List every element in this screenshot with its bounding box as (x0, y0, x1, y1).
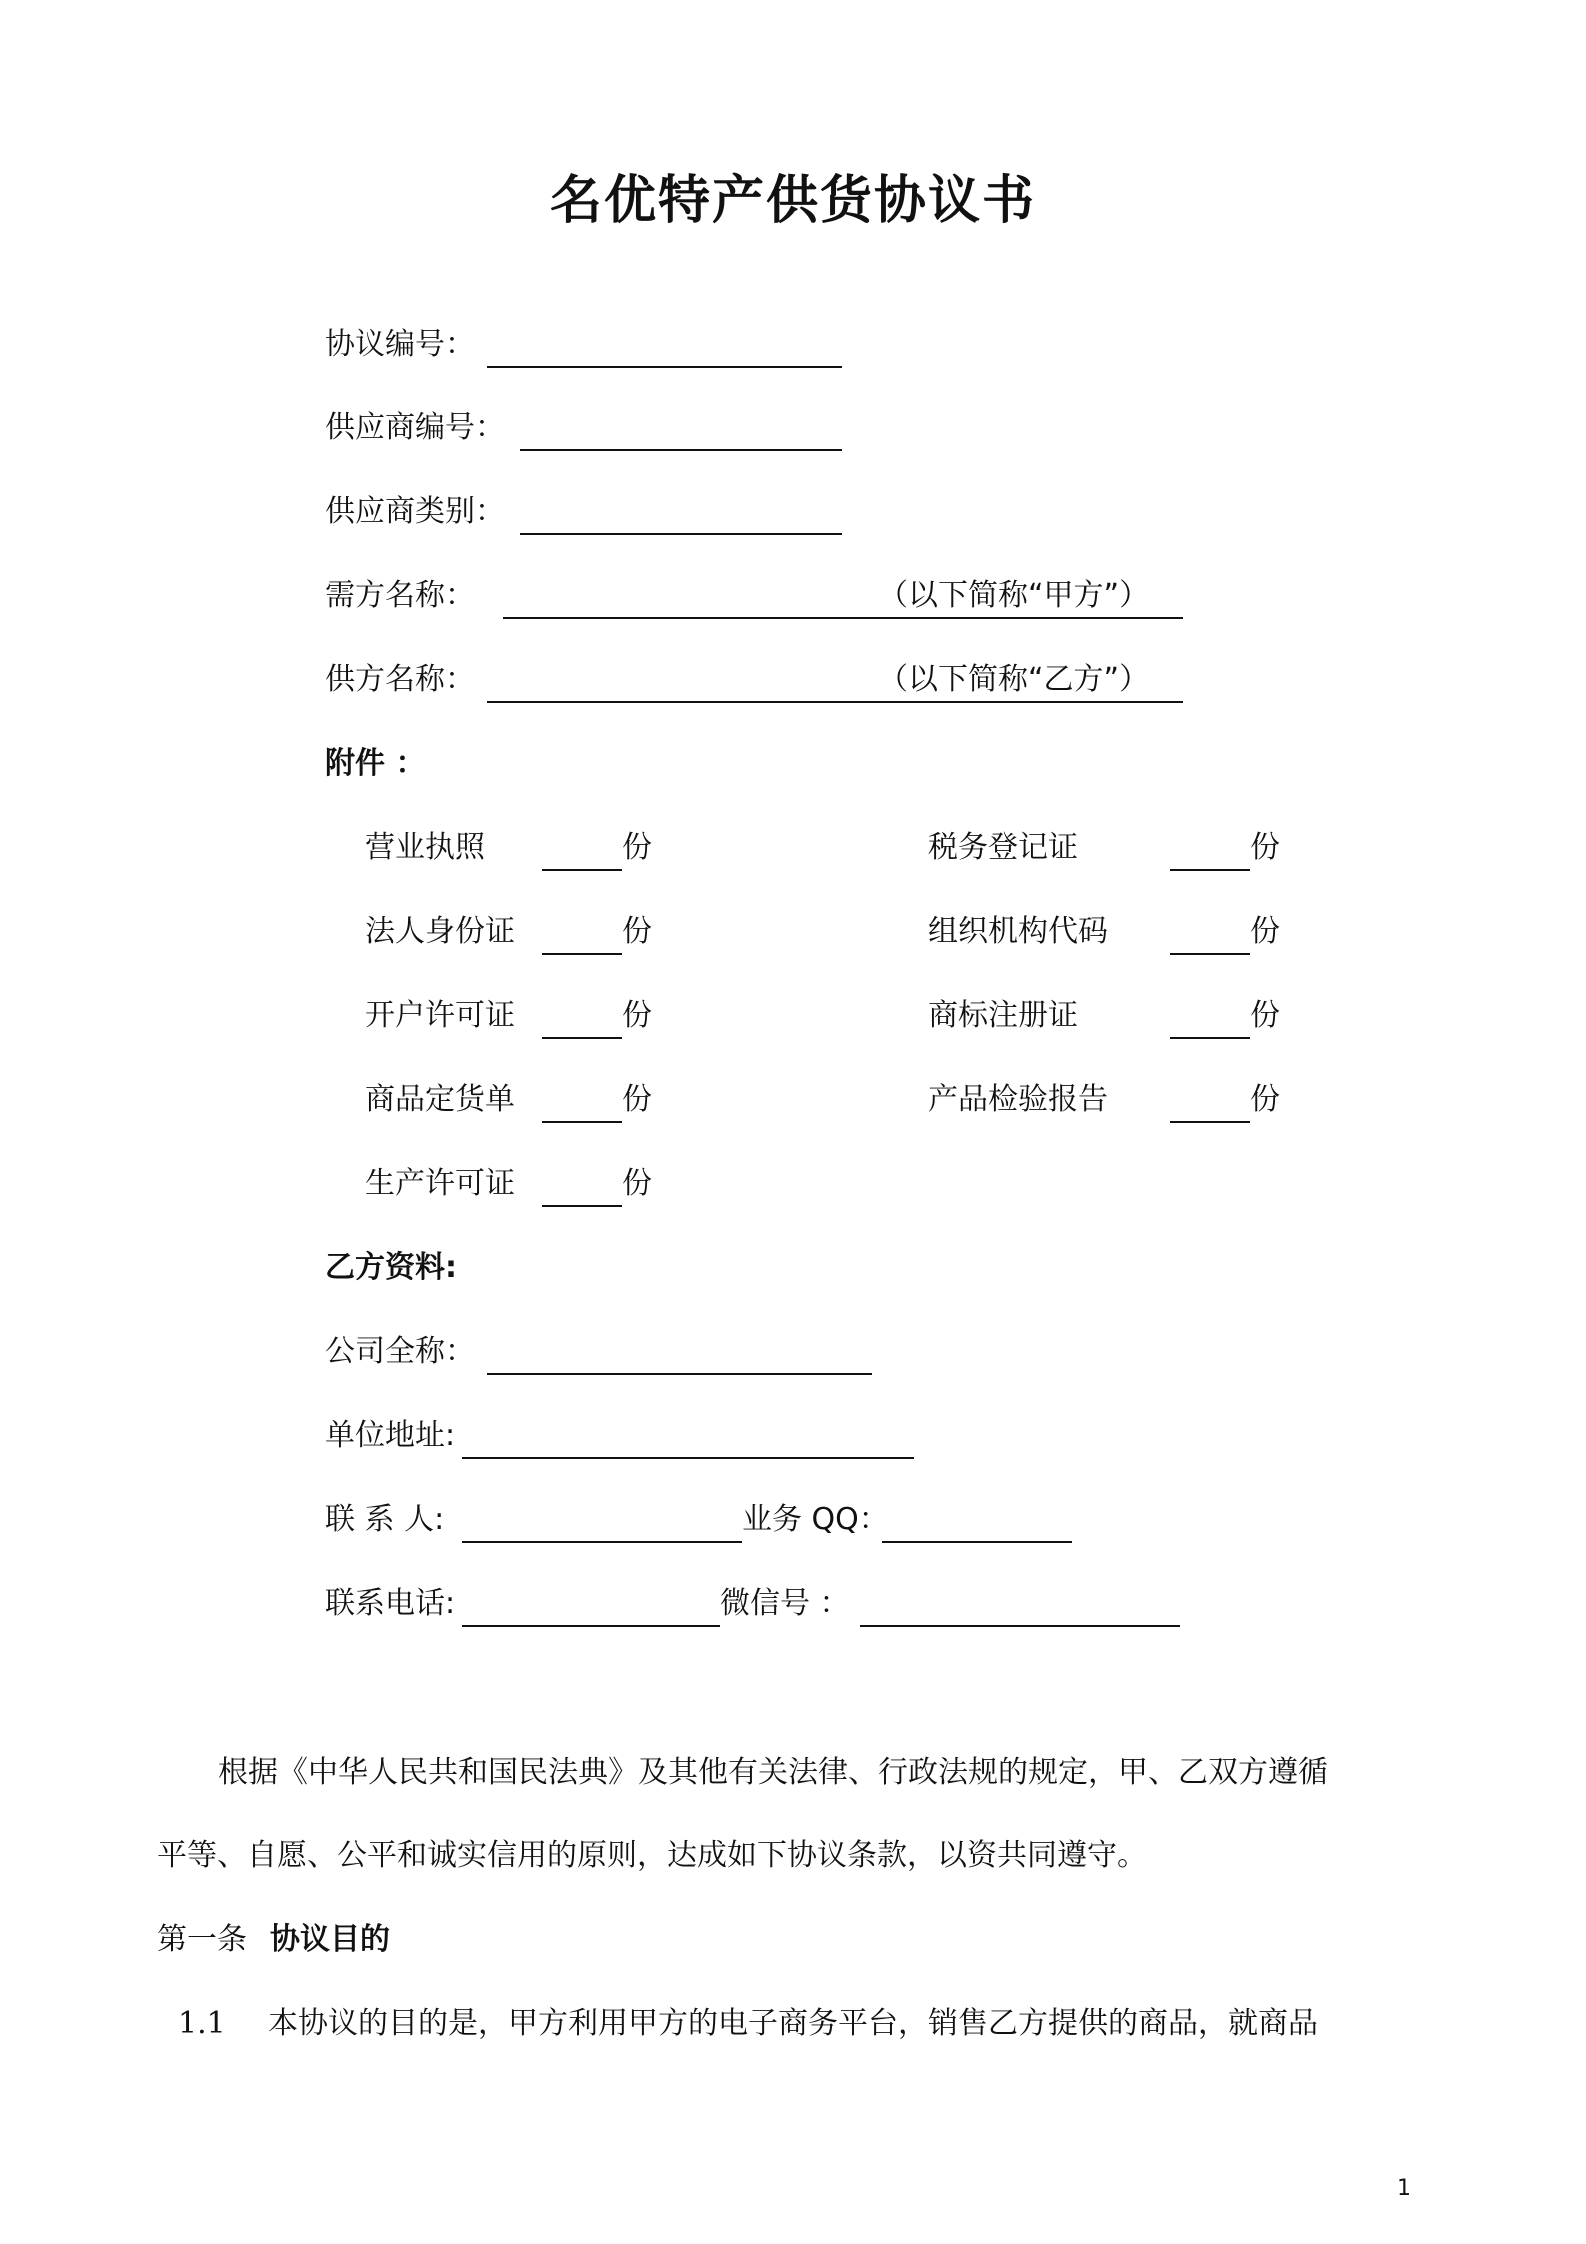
wechat-label: 微信号 ： (720, 1586, 850, 1621)
attachment-label: 法人身份证 (365, 914, 515, 949)
attachment-count-blank[interactable] (1170, 869, 1250, 871)
clause-number: 1.1 (178, 2006, 226, 2041)
supplier-no-blank[interactable] (520, 449, 842, 451)
qq-label: 业务 QQ： (742, 1502, 889, 1537)
attachment-unit: 份 (622, 914, 652, 949)
attachment-unit: 份 (1250, 914, 1280, 949)
attachment-count-blank[interactable] (542, 869, 622, 871)
attachment-unit: 份 (1250, 998, 1280, 1033)
attachment-count-blank[interactable] (1170, 1121, 1250, 1123)
phone-label: 联系电话: (325, 1586, 456, 1621)
page-number: 1 (1397, 2176, 1411, 2201)
wechat-blank[interactable] (860, 1625, 1180, 1627)
supplier-no-label: 供应商编号： (325, 410, 505, 445)
company-name-blank[interactable] (487, 1373, 872, 1375)
address-blank[interactable] (462, 1457, 914, 1459)
attachment-label: 营业执照 (365, 830, 485, 865)
contact-label: 联 系 人: (325, 1502, 445, 1537)
attachment-unit: 份 (1250, 1082, 1280, 1117)
attachment-count-blank[interactable] (1170, 953, 1250, 955)
intro-line-1: 根据《中华人民共和国民法典》及其他有关法律、行政法规的规定，甲、乙双方遵循 (218, 1755, 1328, 1790)
agreement-no-blank[interactable] (487, 366, 842, 368)
attachment-label: 税务登记证 (928, 830, 1078, 865)
attachment-label: 商标注册证 (928, 998, 1078, 1033)
document-title: 名优特产供货协议书 (549, 171, 1036, 231)
agreement-no-label: 协议编号： (325, 327, 475, 362)
attachment-unit: 份 (622, 830, 652, 865)
qq-blank[interactable] (882, 1541, 1072, 1543)
attachment-count-blank[interactable] (542, 1121, 622, 1123)
buyer-name-label: 需方名称： (325, 578, 475, 613)
seller-name-label: 供方名称： (325, 662, 475, 697)
attachment-label: 组织机构代码 (928, 914, 1108, 949)
attachment-unit: 份 (622, 1166, 652, 1201)
company-name-label: 公司全称： (325, 1334, 475, 1369)
seller-name-blank[interactable] (487, 701, 1183, 703)
phone-blank[interactable] (462, 1625, 720, 1627)
contact-blank[interactable] (462, 1541, 742, 1543)
attachment-unit: 份 (622, 998, 652, 1033)
attachment-unit: 份 (622, 1082, 652, 1117)
clause-text: 本协议的目的是，甲方利用甲方的电子商务平台，销售乙方提供的商品，就商品 (268, 2006, 1318, 2041)
attachment-unit: 份 (1250, 830, 1280, 865)
attachment-label: 开户许可证 (365, 998, 515, 1033)
seller-alias: （以下简称“乙方”） (878, 662, 1150, 697)
attachment-count-blank[interactable] (542, 1205, 622, 1207)
attachment-count-blank[interactable] (1170, 1037, 1250, 1039)
attachment-count-blank[interactable] (542, 953, 622, 955)
attachment-count-blank[interactable] (542, 1037, 622, 1039)
attachment-label: 产品检验报告 (928, 1082, 1108, 1117)
attachment-label: 生产许可证 (365, 1166, 515, 1201)
intro-line-2: 平等、自愿、公平和诚实信用的原则，达成如下协议条款，以资共同遵守。 (157, 1838, 1147, 1873)
buyer-alias: （以下简称“甲方”） (878, 578, 1150, 613)
article-title: 协议目的 (270, 1922, 390, 1957)
party-b-heading: 乙方资料: (325, 1250, 457, 1285)
attachment-label: 商品定货单 (365, 1082, 515, 1117)
supplier-type-blank[interactable] (520, 533, 842, 535)
address-label: 单位地址: (325, 1418, 456, 1453)
article-number: 第一条 (157, 1922, 247, 1957)
attachments-heading: 附件 ： (325, 746, 426, 781)
supplier-type-label: 供应商类别： (325, 494, 505, 529)
buyer-name-blank[interactable] (503, 617, 1183, 619)
